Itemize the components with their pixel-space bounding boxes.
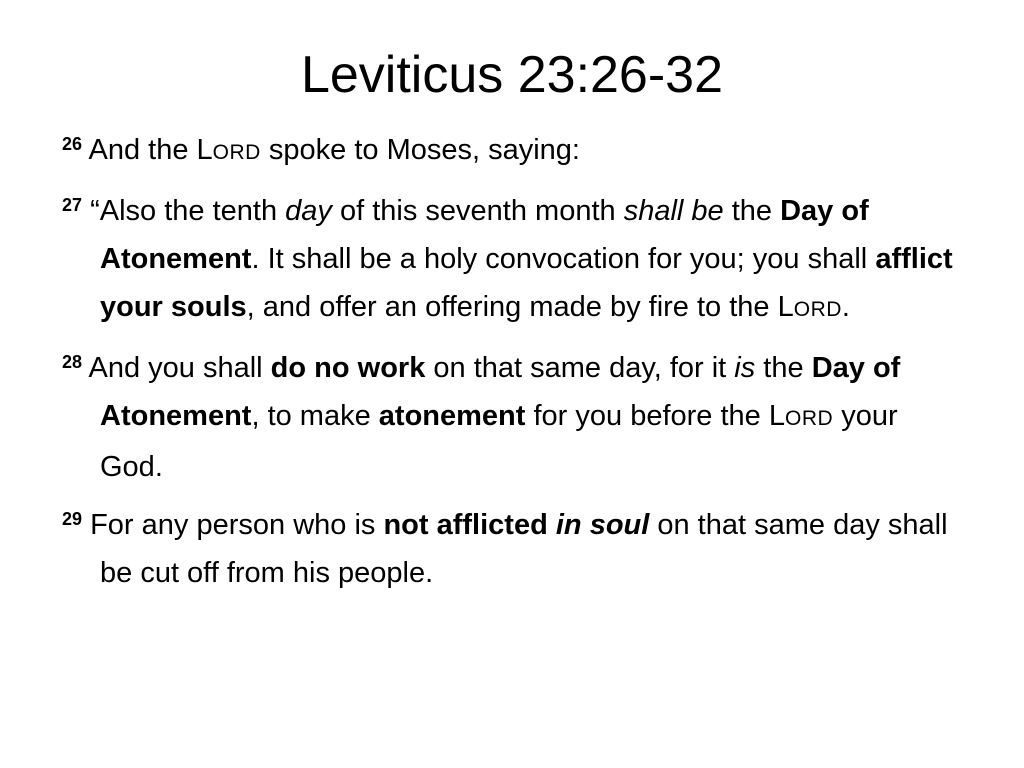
verse-text: on that same day shall be cut off from his people.: [100, 509, 948, 589]
verse-text: . It shall be a holy convocation for you; you shall: [251, 243, 876, 275]
bold-italic-text: in soul: [555, 509, 650, 541]
verse-text: [548, 509, 556, 541]
verse-text: And the L: [88, 134, 213, 166]
small-caps-text: ORD: [212, 141, 261, 164]
italic-text: day: [285, 195, 332, 227]
verse-text: the: [723, 195, 781, 227]
bold-text: do no work: [270, 352, 426, 384]
verse-26: [62, 126, 962, 177]
verse-27: [62, 187, 962, 334]
bold-text: afflict your souls: [100, 243, 953, 323]
verse-29: [62, 501, 962, 597]
slide-title: Leviticus 23:26-32: [300, 46, 724, 104]
small-caps-text: ORD: [784, 407, 834, 430]
bold-text: atonement: [378, 400, 526, 432]
verse-number: 26: [62, 134, 83, 154]
verse-number: 29: [62, 509, 83, 529]
verse-number: 28: [62, 352, 83, 372]
italic-text: is: [734, 352, 756, 384]
verse-text: , and offer an offering made by fire to the L: [246, 291, 794, 323]
bold-text: Day of Atonement: [100, 352, 901, 432]
verse-body: [62, 126, 962, 607]
verse-text: “Also the tenth: [90, 195, 286, 227]
verse-text: spoke to Moses, saying:: [260, 134, 580, 166]
verse-text: your God.: [100, 400, 898, 483]
italic-text: shall be: [623, 195, 724, 227]
verse-text: on that same day, for it: [425, 352, 735, 384]
verse-text: for you before the L: [525, 400, 785, 432]
verse-text: the: [755, 352, 812, 384]
verse-number: 27: [62, 195, 83, 215]
small-caps-text: ORD: [793, 298, 842, 321]
verse-text: .: [841, 291, 850, 323]
verse-text: of this seventh month: [331, 195, 624, 227]
bold-text: Day of Atonement: [100, 195, 869, 275]
verse-text: For any person who is: [90, 509, 384, 541]
verse-text: , to make: [251, 400, 379, 432]
verse-28: [62, 344, 962, 491]
bold-text: not afflicted: [383, 509, 548, 541]
verse-text: And you shall: [88, 352, 271, 384]
